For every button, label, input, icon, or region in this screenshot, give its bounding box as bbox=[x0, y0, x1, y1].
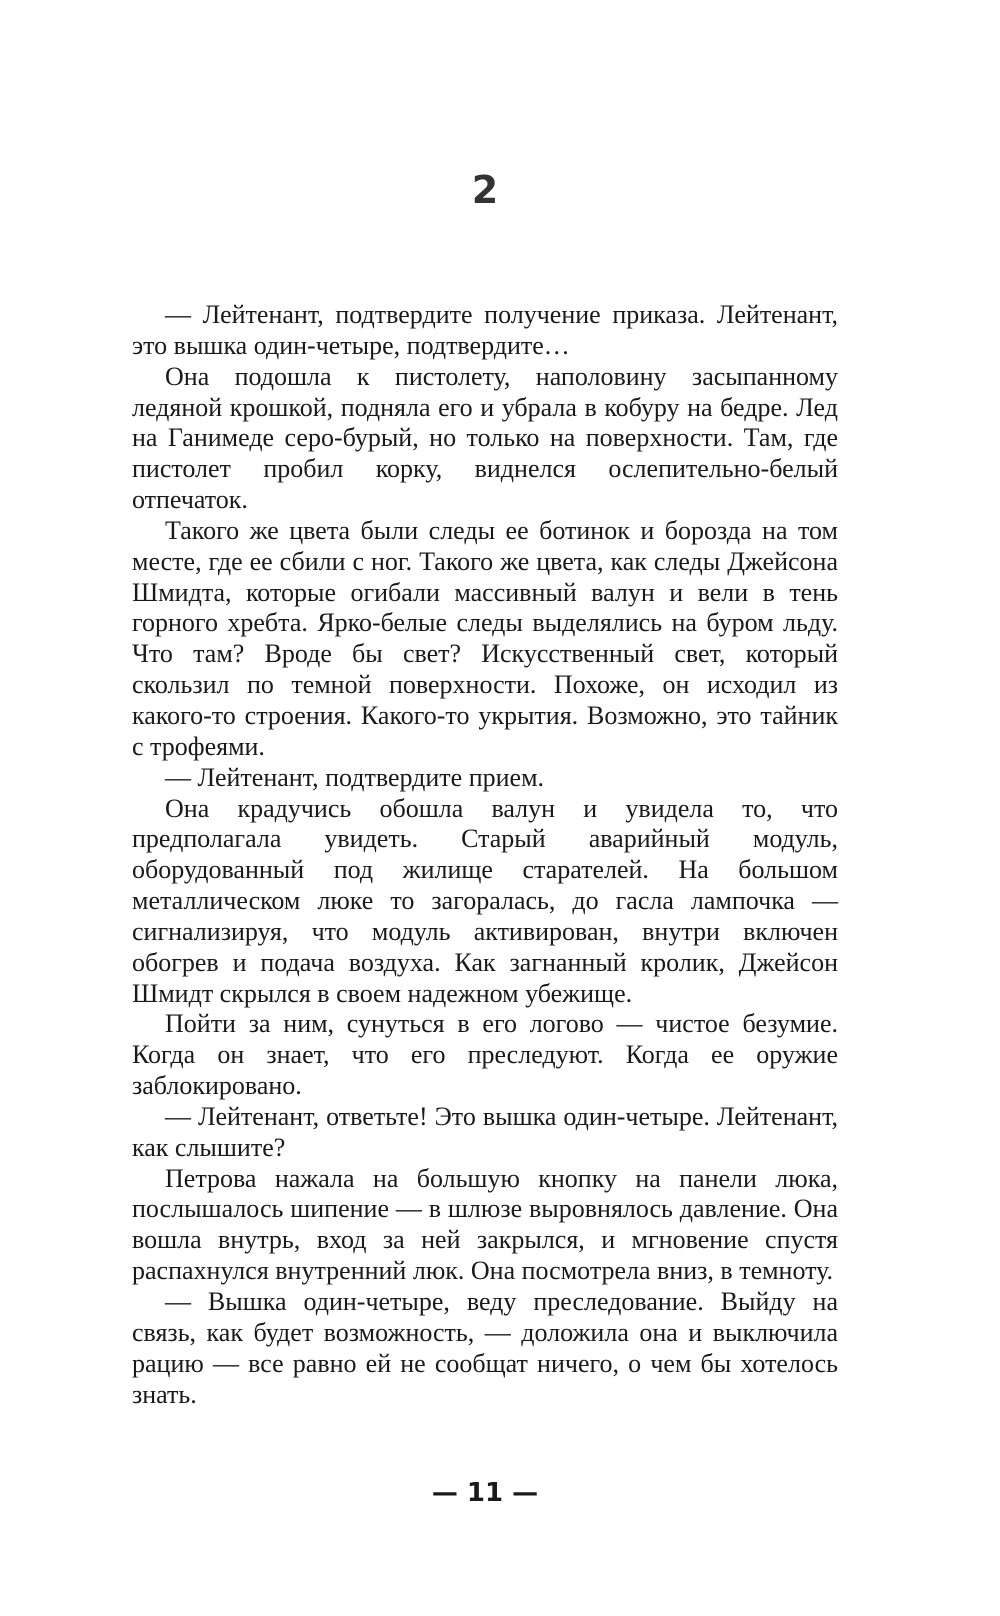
paragraph: — Вышка один-четыре, веду преследование. Выйду на связь, как будет возможность, — доложила она и выключила рацию — все равно ей не сообщат ничего, о чем бы хотелось знать. bbox=[132, 1287, 838, 1409]
paragraph: Она подошла к пистолету, наполовину засыпанному ледяной крошкой, подняла его и убрала в кобуру на бедре. Лед на Ганимеде серо-бурый, но только на поверхности. Там, где пистолет пробил корку, виднелся ослепительно-белый отпечаток. bbox=[132, 361, 838, 515]
paragraph: Петрова нажала на большую кнопку на панели люка, послышалось шипение — в шлюзе выровнялось давление. Она вошла внутрь, вход за ней закрылся, и мгновение спустя распахнулся внутренний люк. Она посмотрела вниз, в темноту. bbox=[132, 1163, 838, 1286]
paragraph: — Лейтенант, ответьте! Это вышка один-четыре. Лейтенант, как слышите? bbox=[132, 1101, 838, 1162]
page-number: — 11 — bbox=[431, 1478, 539, 1508]
paragraph: Такого же цвета были следы ее ботинок и борозда на том месте, где ее сбили с ног. Такого же цвета, как следы Джейсона Шмидта, которые огибали массивный валун и вели в тень горного хребта. Ярко-белые следы выделялись на буром льду. Что там? Вроде бы свет? Искусственный свет, который скользил по темной поверхности. Похоже, он исходил из какого-то строения. Какого-то укрытия. Возможно, это тайник с трофеями. bbox=[132, 515, 838, 761]
body-text bbox=[132, 300, 838, 1410]
paragraph: — Лейтенант, подтвердите получение приказа. Лейтенант, это вышка один-четыре, подтвердите… bbox=[132, 300, 838, 360]
paragraph: Она крадучись обошла валун и увидела то, что предполагала увидеть. Старый аварийный модуль, оборудованный под жилище старателей. На большом металлическом люке то загоралась, до гасла лампочка — сигнализируя, что модуль активирован, внутри включен обогрев и подача воздуха. Как загнанный кролик, Джейсон Шмидт скрылся в своем надежном убежище. bbox=[132, 793, 838, 1008]
chapter-number: 2 bbox=[471, 168, 499, 212]
paragraph: — Лейтенант, подтвердите прием. bbox=[165, 762, 545, 792]
paragraph: Пойти за ним, сунуться в его логово — чистое безумие. Когда он знает, что его преследуют. Когда ее оружие заблокировано. bbox=[132, 1009, 838, 1101]
